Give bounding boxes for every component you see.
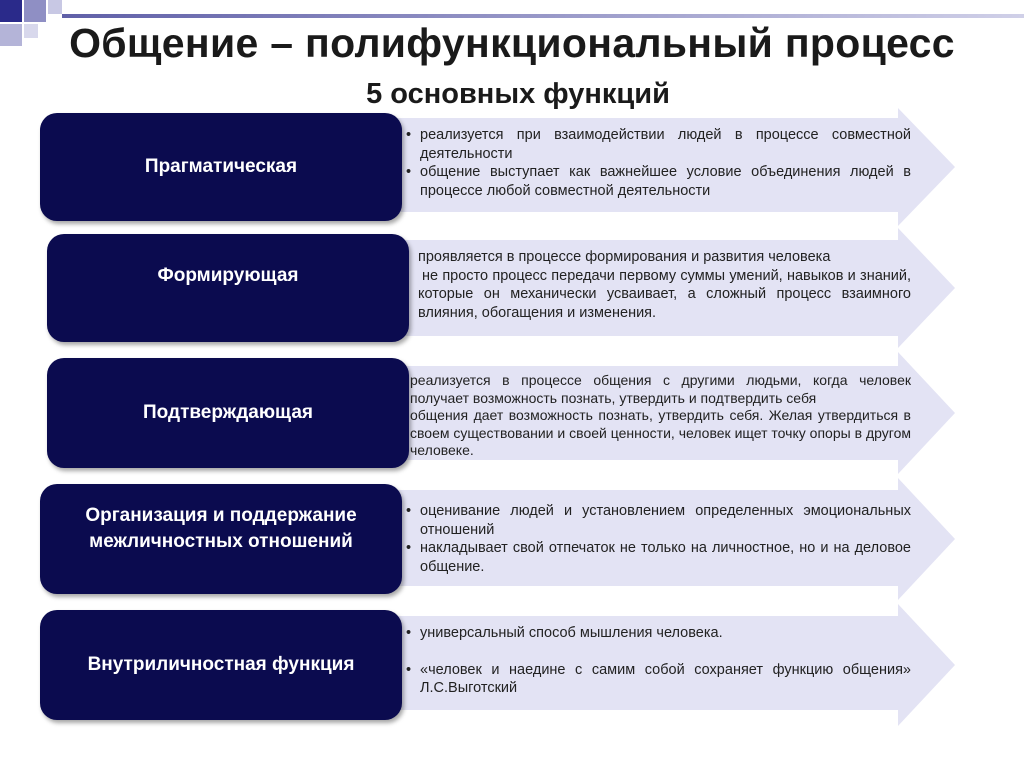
bullet-item: • универсальный способ мышления человека.: [406, 624, 911, 643]
bullet-item: • накладывает свой отпечаток не только на личностное, но и на деловое общение.: [406, 539, 911, 576]
function-row-pragmatic: [0, 108, 1024, 226]
function-name: Внутриличностная функция: [87, 654, 355, 676]
description-line: реализуется в процессе общения с другими людьми, когда человек получает возможность познать, утвердить и подтвердить себя: [410, 372, 911, 406]
function-description: [418, 248, 911, 322]
function-box-pragmatic: [40, 113, 402, 221]
description-line: проявляется в процессе формирования и развития человека: [418, 249, 831, 265]
function-row-intrapersonal: [0, 604, 1024, 726]
function-row-confirming: [0, 352, 1024, 474]
function-description: [406, 502, 911, 576]
function-description: [410, 372, 911, 460]
bullet-item: • реализуется при взаимодействии людей в процессе совместной деятельности: [406, 126, 911, 163]
function-row-relations: [0, 478, 1024, 600]
function-box-relations: [40, 484, 402, 594]
page-title: Общение – полифункциональный процесс: [69, 20, 955, 66]
page-subtitle: 5 основных функций: [366, 78, 670, 110]
function-name: Организация и поддержание межличностных отношений: [85, 505, 357, 552]
description-line: не просто процесс передачи первому суммы умений, навыков и знаний, которые он механически усваивает, а сложный процесс взаимного влияния, обогащения и изменения.: [418, 267, 911, 321]
function-name: Прагматическая: [144, 156, 298, 178]
function-box-intrapersonal: [40, 610, 402, 720]
bullet-item: • «человек и наедине с самим собой сохраняет функцию общения» Л.С.Выготский: [406, 661, 911, 698]
function-box-formative: [47, 234, 409, 342]
function-row-formative: [0, 228, 1024, 348]
bullet-item: • общение выступает как важнейшее условие объединения людей в процессе любой совместной деятельности: [406, 163, 911, 200]
function-name: Подтверждающая: [143, 402, 313, 424]
function-box-confirming: [47, 358, 409, 468]
description-line: общения дает возможность познать, утвердить себя. Желая утвердиться в своем существовании и своей ценности, человек ищет точку опоры в другом человеке.: [410, 407, 911, 458]
function-description: [406, 624, 911, 698]
bullet-item: • оценивание людей и установлением определенных эмоциональных отношений: [406, 502, 911, 539]
function-description: [406, 126, 911, 200]
function-name: Формирующая: [157, 265, 299, 287]
